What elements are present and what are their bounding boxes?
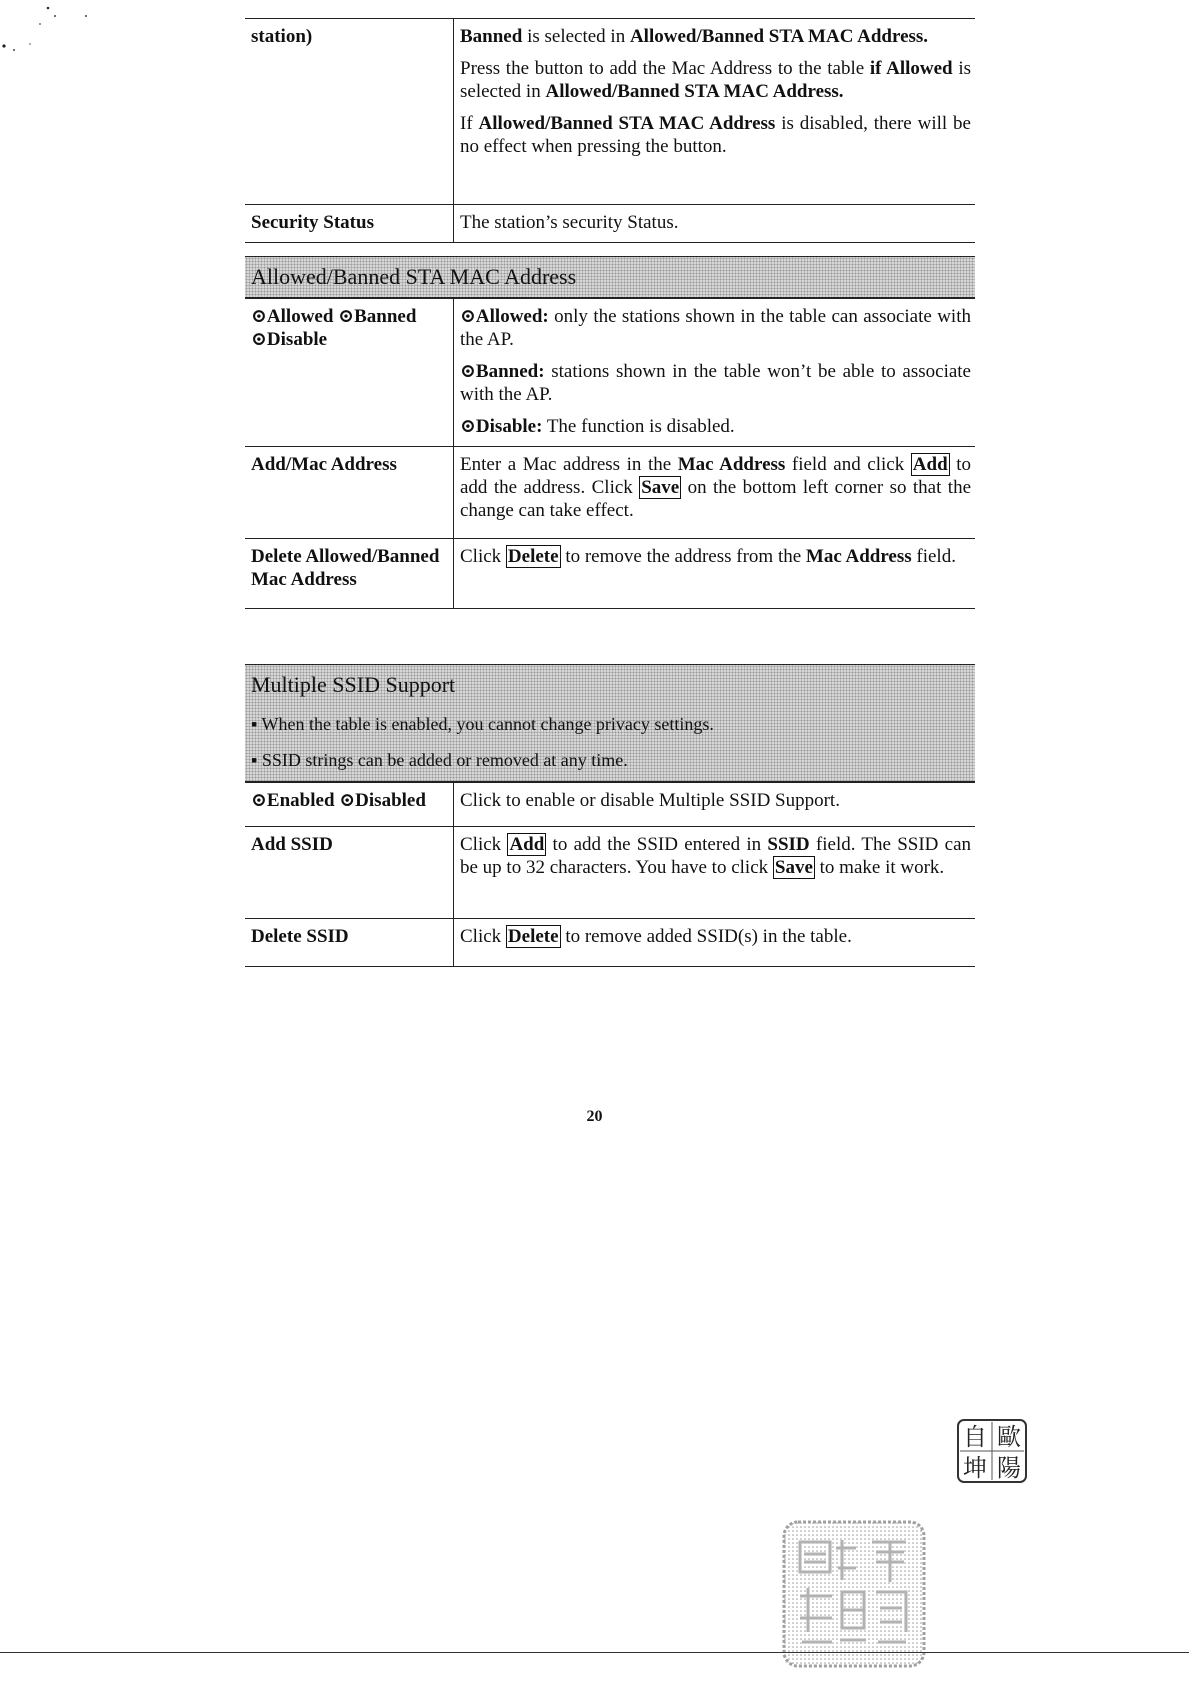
text-run: Press the button to add the Mac Address to the table	[460, 58, 870, 79]
text-run: Click to enable or disable Multiple SSID Support.	[460, 790, 840, 811]
description-paragraph	[460, 545, 971, 568]
table-row	[245, 827, 975, 919]
text-run: Click	[460, 834, 508, 855]
allowed-banned-header	[245, 256, 975, 298]
description-paragraph	[460, 360, 971, 406]
bold-term: Allowed/Banned STA MAC Address.	[629, 26, 929, 47]
table-row	[245, 19, 975, 205]
description-paragraph	[460, 57, 971, 103]
table-row	[245, 783, 975, 827]
table-row	[245, 299, 975, 447]
row-term: Security Status	[245, 205, 454, 243]
text-run: is disabled, there will be no effect when pressing the button.	[460, 113, 971, 157]
small-seal-stamp	[956, 1418, 1028, 1484]
button-label-box: Add	[509, 834, 545, 855]
row-description	[454, 19, 976, 205]
bold-term: Allowed/Banned STA MAC Address	[478, 113, 776, 134]
text-run: The station’s security Status.	[460, 212, 679, 233]
text-run: field and click	[785, 454, 911, 475]
row-term: Add SSID	[245, 827, 454, 919]
seal-char-1: 自	[963, 1423, 987, 1451]
description-paragraph	[460, 25, 971, 48]
description-paragraph	[460, 833, 971, 879]
row-description	[454, 447, 976, 539]
button-label-box: Delete	[507, 926, 559, 947]
text-run: is selected in	[522, 26, 630, 47]
button-label-box: Add	[912, 454, 948, 475]
text-run: to add the address. Click	[460, 454, 971, 498]
text-run: to remove added SSID(s) in the table.	[560, 926, 852, 947]
text-run: The function is disabled.	[542, 416, 735, 437]
row-term: Add/Mac Address	[245, 447, 454, 539]
description-paragraph	[460, 925, 971, 948]
text-run: to remove the address from the	[560, 546, 806, 567]
text-run: field. The SSID can be up to 32 characters. You have to click	[460, 834, 972, 878]
scan-speck-marks	[0, 0, 120, 70]
text-run: to add the SSID entered in	[546, 834, 768, 855]
ssid-note-2: ▪ SSID strings can be added or removed at any time.	[251, 750, 628, 770]
multiple-ssid-title: Multiple SSID Support	[251, 672, 456, 697]
bold-term: if Allowed	[869, 58, 953, 79]
bold-term: ⊙Allowed:	[460, 306, 549, 327]
description-paragraph	[460, 453, 971, 522]
button-label-box: Save	[774, 857, 813, 878]
row-term: Delete SSID	[245, 919, 454, 967]
button-label-box: Save	[641, 477, 680, 498]
description-paragraph	[460, 211, 971, 234]
text-run: to make it work.	[814, 857, 945, 878]
text-run: stations shown in the table won’t be able to associate with the AP.	[460, 361, 971, 405]
text-run: on the bottom left corner so that the change can take effect.	[460, 477, 971, 521]
bold-term: Allowed/Banned STA MAC Address.	[545, 81, 844, 102]
multiple-ssid-block	[245, 664, 975, 967]
row-description	[454, 205, 976, 243]
allowed-banned-table	[245, 298, 975, 609]
multiple-ssid-table-body	[245, 783, 975, 967]
text-run: Click	[460, 926, 506, 947]
row-term: ⊙Allowed ⊙Banned ⊙Disable	[245, 299, 454, 447]
bold-term: Mac Address	[677, 454, 786, 475]
multiple-ssid-header	[245, 664, 975, 782]
security-table-block	[245, 18, 975, 243]
text-run: Click	[460, 546, 506, 567]
table-row	[245, 205, 975, 243]
allowed-banned-title: Allowed/Banned STA MAC Address	[251, 264, 577, 289]
text-run: If	[460, 113, 479, 134]
description-paragraph	[460, 112, 971, 158]
table-row	[245, 919, 975, 967]
table-row	[245, 539, 975, 609]
table-row	[245, 447, 975, 539]
seal-char-3: 坤	[963, 1454, 987, 1482]
text-run: Enter a Mac address	[460, 454, 627, 475]
row-term: ⊙Enabled ⊙Disabled	[245, 783, 454, 827]
allowed-banned-block	[245, 256, 975, 609]
bold-term: Banned	[460, 26, 523, 47]
allowed-banned-table-body	[245, 299, 975, 609]
row-term: Delete Allowed/Banned Mac Address	[245, 539, 454, 609]
multiple-ssid-table	[245, 782, 975, 967]
text-run: is selected in	[460, 58, 971, 102]
button-label-box: Delete	[507, 546, 559, 567]
text-run: only the stations shown in the table can associate with the AP.	[460, 306, 971, 350]
bottom-scan-edge	[0, 1652, 1189, 1653]
bold-term: ⊙Banned:	[460, 361, 545, 382]
row-term: station)	[245, 19, 454, 205]
text-run: in the	[626, 454, 678, 475]
seal-char-4: 陽	[997, 1454, 1021, 1482]
row-description	[454, 919, 976, 967]
seal-char-2: 歐	[997, 1423, 1021, 1451]
row-description	[454, 783, 976, 827]
large-seal-stamp	[780, 1518, 928, 1670]
bold-term: SSID	[767, 834, 810, 855]
row-description	[454, 299, 976, 447]
bold-term: Mac Address	[805, 546, 912, 567]
description-paragraph	[460, 305, 971, 351]
description-paragraph	[460, 415, 971, 438]
security-table	[245, 18, 975, 243]
text-run: field.	[911, 546, 956, 567]
ssid-note-1: ▪ When the table is enabled, you cannot change privacy settings.	[251, 714, 714, 734]
description-paragraph	[460, 789, 971, 812]
page-number: 20	[586, 1108, 603, 1125]
bold-term: ⊙Disable:	[460, 416, 543, 437]
row-description	[454, 539, 976, 609]
row-description	[454, 827, 976, 919]
security-table-body	[245, 19, 975, 243]
